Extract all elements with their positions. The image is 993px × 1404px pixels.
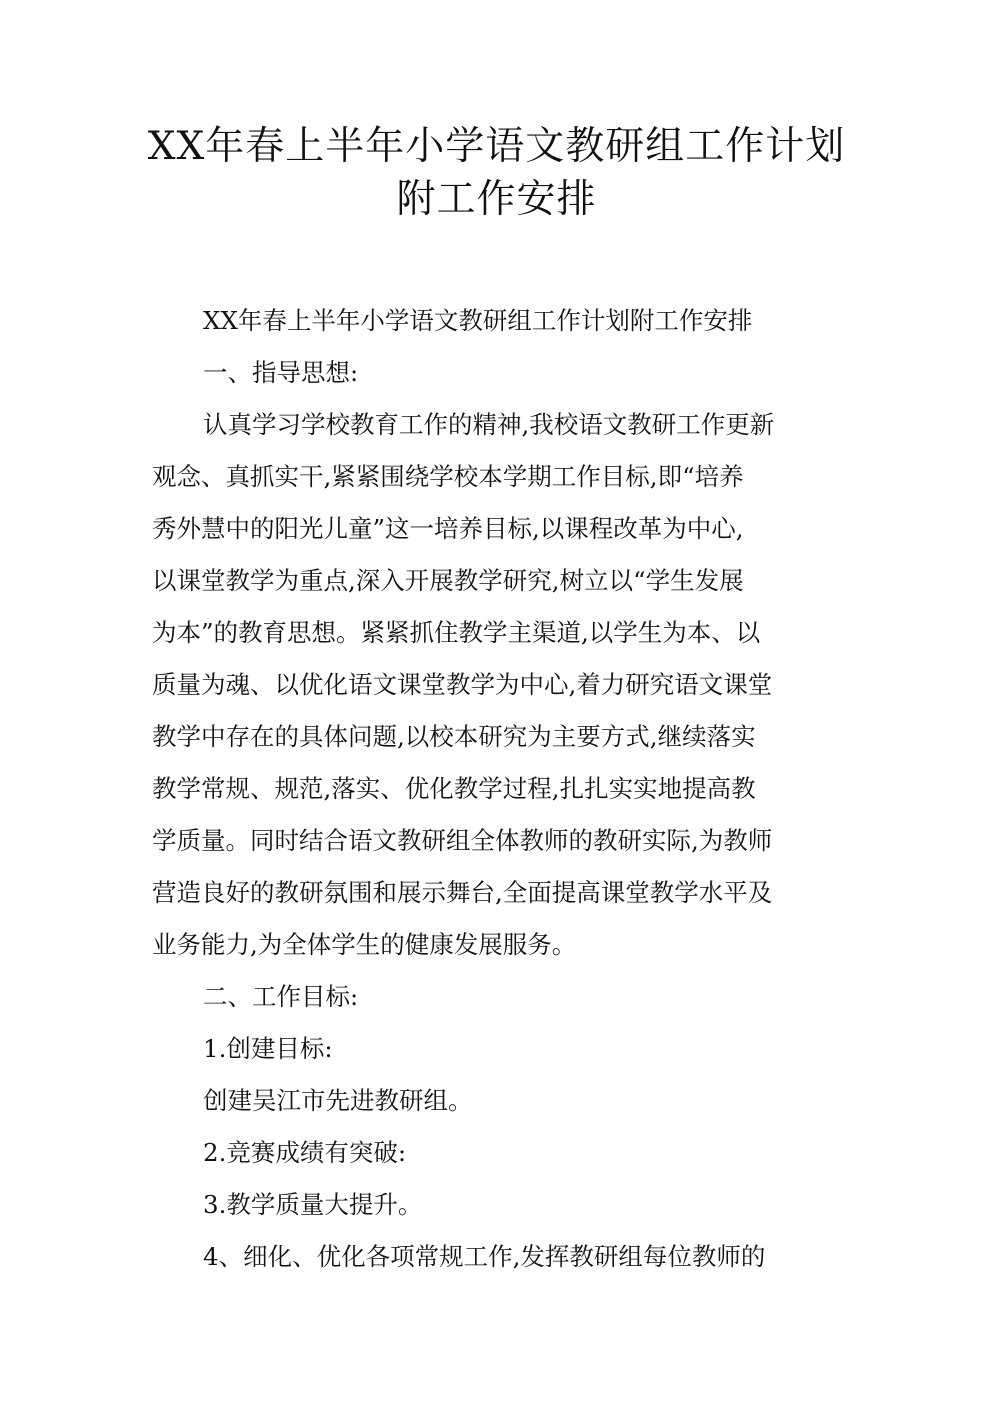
paragraph-line: 教学常规、规范,落实、优化教学过程,扎扎实实地提高教	[152, 774, 756, 803]
paragraph-line: 质量为魂、以优化语文课堂教学为中心,着力研究语文课堂	[152, 670, 773, 699]
list-item: 4、细化、优化各项常规工作,发挥教研组每位教师的	[203, 1242, 766, 1271]
paragraph-line: 观念、真抓实干,紧紧围绕学校本学期工作目标,即“培养	[152, 462, 744, 491]
document-title-line-1: XX年春上半年小学语文教研组工作计划	[147, 124, 846, 169]
section-heading-guiding-thought: 一、指导思想:	[203, 358, 359, 387]
list-item: 1.创建目标:	[203, 1034, 333, 1063]
section-heading-work-goals: 二、工作目标:	[203, 982, 359, 1011]
paragraph-line: 营造良好的教研氛围和展示舞台,全面提高课堂教学水平及	[152, 878, 773, 907]
list-item: 创建吴江市先进教研组。	[203, 1086, 473, 1115]
paragraph-line: 秀外慧中的阳光儿童”这一培养目标,以课程改革为中心,	[152, 514, 744, 543]
paragraph-line: 学质量。同时结合语文教研组全体教师的教研实际,为教师	[152, 826, 773, 855]
paragraph-line: 业务能力,为全体学生的健康发展服务。	[152, 930, 577, 959]
document-title-line-2: 附工作安排	[396, 177, 597, 222]
list-item: 3.教学质量大提升。	[203, 1190, 423, 1219]
list-item: 2.竞赛成绩有突破:	[203, 1138, 407, 1167]
paragraph-line: 教学中存在的具体问题,以校本研究为主要方式,继续落实	[152, 722, 756, 751]
document-subtitle: XX年春上半年小学语文教研组工作计划附工作安排	[203, 306, 753, 335]
paragraph-line: 认真学习学校教育工作的精神,我校语文教研工作更新	[203, 410, 775, 439]
paragraph-line: 为本”的教育思想。紧紧抓住教学主渠道,以学生为本、以	[152, 618, 761, 647]
paragraph-line: 以课堂教学为重点,深入开展教学研究,树立以“学生发展	[152, 566, 744, 595]
